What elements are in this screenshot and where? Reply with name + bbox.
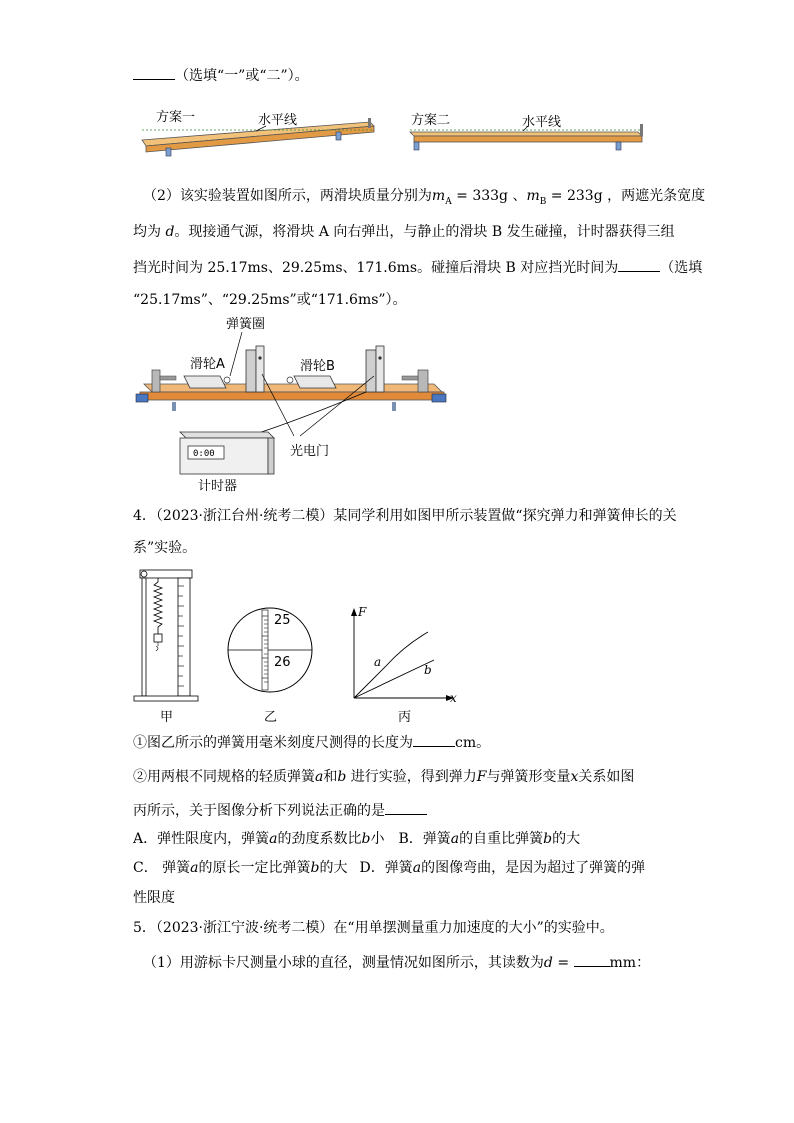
q3-part2-line3: 挡光时间为 25.17ms、29.25ms、171.6ms。碰撞后滑块 B 对应挡光时间为 （选填 xyxy=(133,257,702,278)
q5-stem: 5．（2023·浙江宁波·统考二模）在“用单摆测量重力加速度的大小”的实验中。 xyxy=(133,920,614,936)
tick-26: 26 xyxy=(274,655,291,670)
photogate-label: 光电门 xyxy=(290,444,330,459)
option-c[interactable]: C． 弹簧a的原长一定比弹簧b的大 xyxy=(133,860,348,876)
q4-option-d-tail: 性限度 xyxy=(133,890,175,906)
q4-stem-line1: 4．（2023·浙江台州·统考二模）某同学利用如图甲所示装置做“探究弹力和弹簧伸长的关 xyxy=(133,508,677,524)
scheme-figure xyxy=(138,100,658,162)
q4-sub2-line1: ②用两根不同规格的轻质弹簧a和b 进行实验，得到弹力F与弹簧形变量x关系如图 xyxy=(133,769,635,785)
spring-ring-label: 弹簧圈 xyxy=(226,317,266,332)
answer-blank[interactable] xyxy=(413,732,455,747)
axis-f-label: F xyxy=(358,605,367,619)
timer-label: 计时器 xyxy=(198,479,238,494)
curve-b xyxy=(354,660,434,698)
q3-part2-line4: “25.17ms”、“29.25ms”或“171.6ms”）。 xyxy=(133,292,407,308)
answer-blank[interactable] xyxy=(385,800,427,815)
tick-25: 25 xyxy=(274,613,291,628)
scheme-one-level-label: 水平线 xyxy=(258,113,298,128)
figure-yi xyxy=(228,608,312,692)
option-b[interactable]: B．弹簧a的自重比弹簧b的大 xyxy=(398,831,581,847)
q4-sub2-line2: 丙所示，关于图像分析下列说法正确的是 xyxy=(133,800,427,821)
label-bing: 丙 xyxy=(398,710,412,725)
scheme-two-label: 方案二 xyxy=(411,113,451,128)
q3-part2-line2: 均为 d。现接通气源，将滑块 A 向右弹出，与静止的滑块 B 发生碰撞，计时器获得三组 xyxy=(133,224,675,240)
q4-stem-line2: 系”实验。 xyxy=(133,540,197,556)
timer-display: 0:00 xyxy=(193,449,215,459)
answer-blank[interactable] xyxy=(133,65,175,80)
label-jia: 甲 xyxy=(160,710,174,725)
curve-b-label: b xyxy=(424,663,432,677)
option-a[interactable]: A．弹性限度内，弹簧a的劲度系数比b小 xyxy=(133,831,385,847)
q5-part1: （1）用游标卡尺测量小球的直径，测量情况如图所示，其读数为d = mm： xyxy=(143,952,650,973)
axis-x-label: x xyxy=(450,691,457,705)
q4-options-ab xyxy=(133,829,580,849)
option-d[interactable]: D．弹簧a的图像弯曲，是因为超过了弹簧的弹 xyxy=(359,860,646,876)
slider-b-label: 滑轮B xyxy=(300,359,335,374)
curve-a-label: a xyxy=(374,655,382,669)
q4-sub1: ①图乙所示的弹簧用毫米刻度尺测得的长度为 cm。 xyxy=(133,732,490,753)
q3-part2-line1: （2）该实验装置如图所示，两滑块质量分别为$m_A = 333g$ 、$m_B = 233g$ ，两遮光条宽度 xyxy=(143,188,706,207)
scheme-two-level-label: 水平线 xyxy=(522,115,562,130)
label-yi: 乙 xyxy=(264,710,278,725)
curve-a xyxy=(354,632,428,698)
answer-blank[interactable] xyxy=(618,257,660,272)
q4-options-cd xyxy=(133,858,645,878)
figure-jia xyxy=(134,570,198,701)
q3-intro-line xyxy=(133,65,309,86)
answer-blank[interactable] xyxy=(574,952,610,967)
air-track-figure xyxy=(134,314,454,496)
scheme-one-label: 方案一 xyxy=(156,110,196,125)
slider-a-label: 滑轮A xyxy=(190,357,225,372)
figure-bing xyxy=(351,608,454,701)
intro-tail: （选填“一”或“二”）。 xyxy=(175,68,309,84)
spring-figures xyxy=(128,564,468,726)
